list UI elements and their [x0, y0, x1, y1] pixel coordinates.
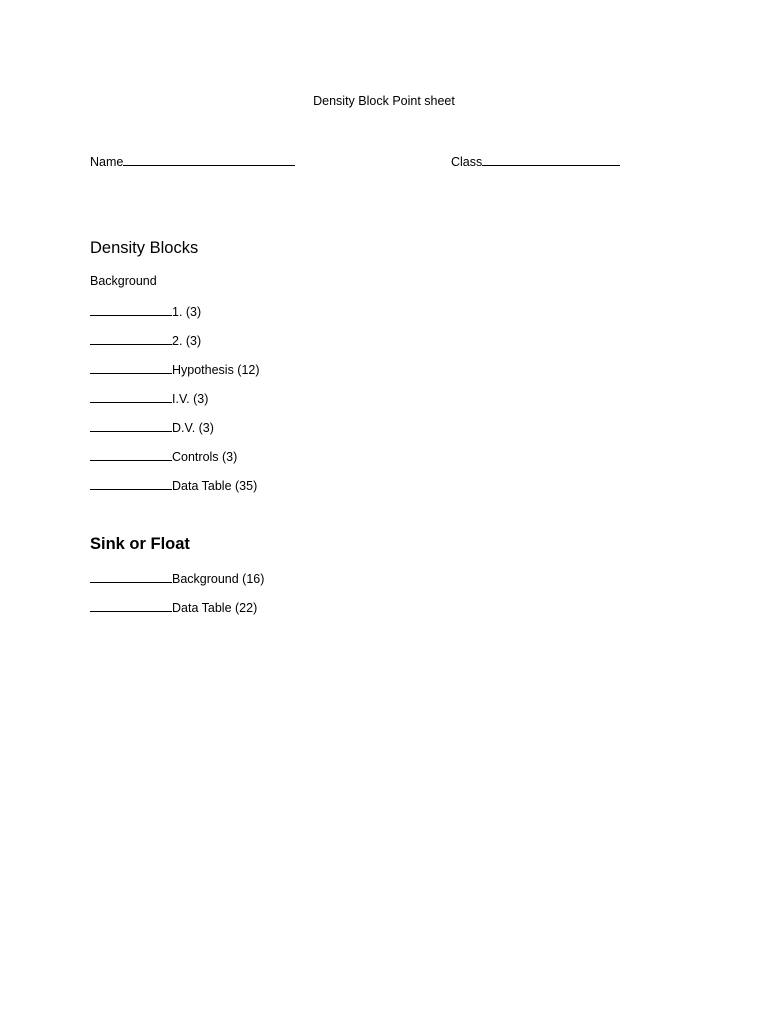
score-blank-line — [90, 419, 172, 432]
checklist-item — [90, 448, 260, 477]
score-blank-line — [90, 332, 172, 345]
section-heading-sink-or-float: Sink or Float — [90, 535, 190, 553]
checklist-item-label: 2. (3) — [172, 334, 202, 348]
sink-or-float-checklist — [90, 570, 264, 628]
name-label: Name — [90, 155, 124, 169]
class-blank-line — [482, 152, 620, 166]
score-blank-line — [90, 599, 172, 612]
checklist-item — [90, 477, 260, 506]
checklist-item-label: Hypothesis (12) — [172, 363, 260, 377]
score-blank-line — [90, 570, 172, 583]
checklist-item-label: Data Table (35) — [172, 479, 258, 493]
name-field — [90, 152, 295, 169]
checklist-item-label: I.V. (3) — [172, 392, 209, 406]
checklist-item — [90, 419, 260, 448]
checklist-item — [90, 303, 260, 332]
score-blank-line — [90, 477, 172, 490]
checklist-item — [90, 332, 260, 361]
checklist-item — [90, 570, 264, 599]
checklist-item — [90, 361, 260, 390]
checklist-item — [90, 390, 260, 419]
checklist-item — [90, 599, 264, 628]
score-blank-line — [90, 361, 172, 374]
class-label: Class — [451, 155, 483, 169]
checklist-item-label: D.V. (3) — [172, 421, 214, 435]
density-blocks-checklist — [90, 303, 260, 506]
score-blank-line — [90, 448, 172, 461]
checklist-item-label: 1. (3) — [172, 305, 202, 319]
section-subheading-background: Background — [90, 274, 157, 288]
score-blank-line — [90, 390, 172, 403]
checklist-item-label: Background (16) — [172, 572, 265, 586]
score-blank-line — [90, 303, 172, 316]
section-heading-density-blocks: Density Blocks — [90, 239, 199, 257]
page-title: Density Block Point sheet — [313, 94, 455, 108]
checklist-item-label: Controls (3) — [172, 450, 238, 464]
checklist-item-label: Data Table (22) — [172, 601, 258, 615]
name-blank-line — [123, 152, 295, 166]
class-field — [451, 152, 620, 169]
